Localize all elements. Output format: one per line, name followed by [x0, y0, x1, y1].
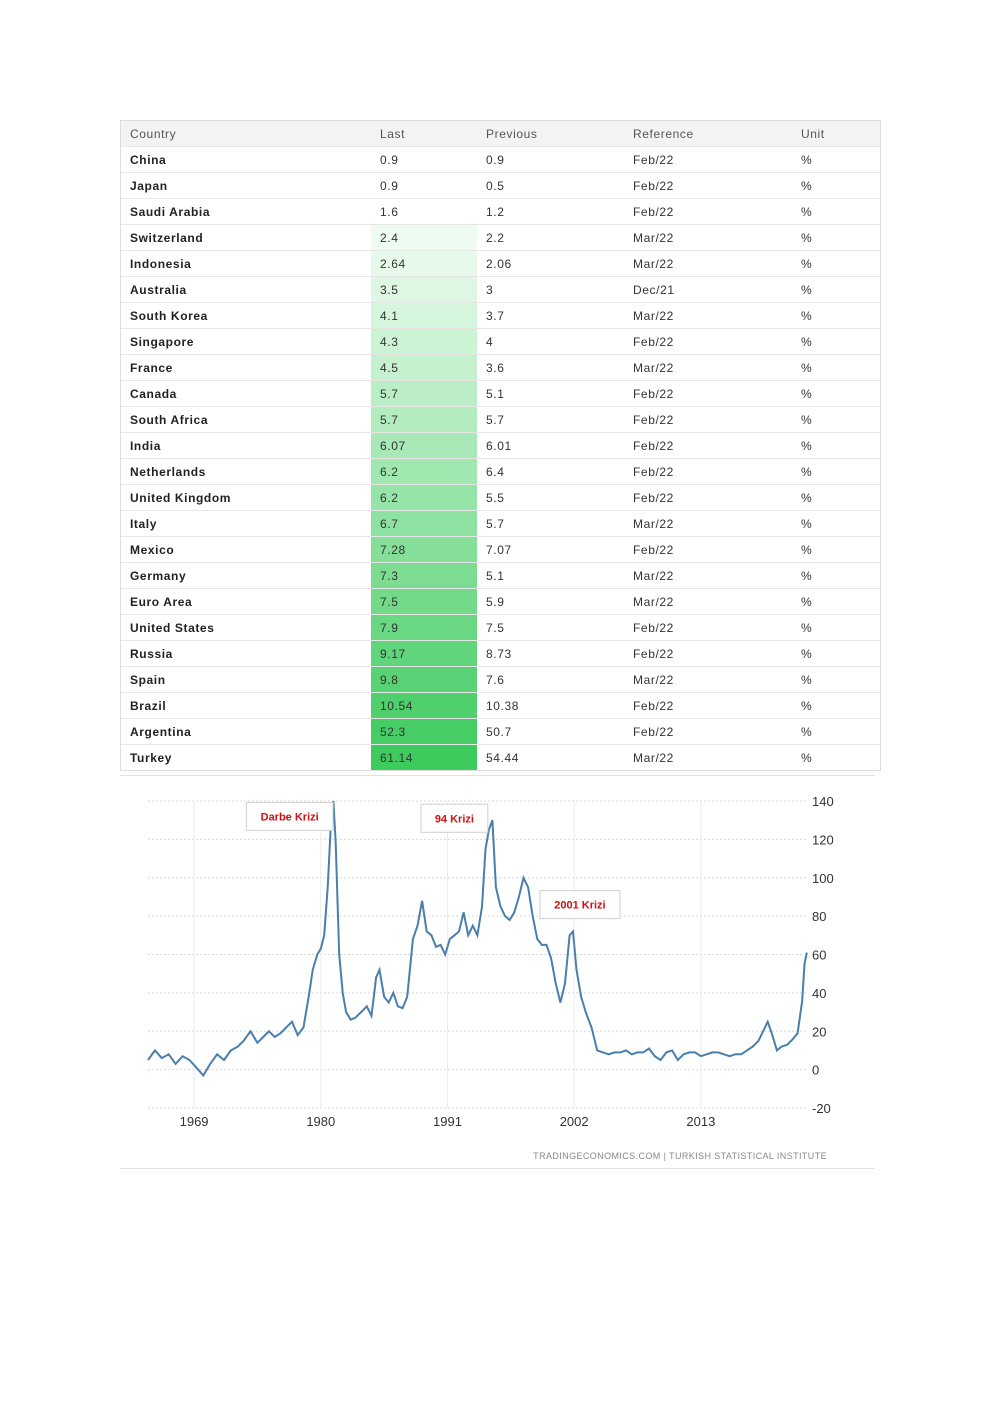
y-tick-label: -20: [812, 1101, 831, 1116]
cell-last: 0.9: [371, 173, 477, 199]
cell-previous: 2.06: [477, 251, 624, 277]
cell-reference: Feb/22: [624, 485, 792, 511]
cell-previous: 5.9: [477, 589, 624, 615]
cell-last: 4.5: [371, 355, 477, 381]
cell-unit: %: [792, 459, 880, 485]
header-previous[interactable]: Previous: [477, 121, 624, 147]
cell-last: 7.28: [371, 537, 477, 563]
table-row[interactable]: [121, 173, 880, 199]
table-row[interactable]: [121, 537, 880, 563]
cell-last: 2.64: [371, 251, 477, 277]
table-row[interactable]: [121, 459, 880, 485]
x-tick-label: 1991: [433, 1114, 462, 1129]
annotation-box: [421, 804, 488, 832]
table-row[interactable]: [121, 589, 880, 615]
x-axis-ticks: [180, 1114, 716, 1129]
cell-unit: %: [792, 511, 880, 537]
table-row[interactable]: [121, 719, 880, 745]
cell-previous: 5.5: [477, 485, 624, 511]
cell-country[interactable]: Italy: [121, 511, 371, 537]
cell-country[interactable]: Saudi Arabia: [121, 199, 371, 225]
table-header-row: [121, 121, 880, 147]
cell-previous: 5.1: [477, 563, 624, 589]
inflation-table-container: [120, 120, 881, 771]
cell-country[interactable]: Canada: [121, 381, 371, 407]
x-tick-label: 1969: [179, 1114, 209, 1129]
y-tick-label: 80: [812, 909, 827, 925]
cell-unit: %: [792, 433, 880, 459]
table-row[interactable]: [121, 433, 880, 459]
cell-reference: Mar/22: [624, 303, 792, 329]
cell-reference: Dec/21: [624, 277, 792, 303]
y-tick-label: 20: [812, 1024, 827, 1040]
header-last[interactable]: Last: [371, 121, 477, 147]
header-unit[interactable]: Unit: [792, 121, 880, 147]
cell-previous: 4: [477, 329, 624, 355]
cell-previous: 8.73: [477, 641, 624, 667]
cell-reference: Mar/22: [624, 589, 792, 615]
cell-country[interactable]: Euro Area: [121, 589, 371, 615]
table-row[interactable]: [121, 511, 880, 537]
cell-last: 52.3: [371, 719, 477, 745]
cell-unit: %: [792, 277, 880, 303]
cell-unit: %: [792, 199, 880, 225]
cell-reference: Feb/22: [624, 537, 792, 563]
cell-country[interactable]: Spain: [121, 667, 371, 693]
y-tick-label: 40: [812, 985, 827, 1001]
cell-last: 4.1: [371, 303, 477, 329]
cell-unit: %: [792, 381, 880, 407]
table-row[interactable]: [121, 147, 880, 173]
cell-country[interactable]: Japan: [121, 173, 371, 199]
y-tick-label: 120: [812, 832, 834, 848]
cell-country[interactable]: Russia: [121, 641, 371, 667]
cell-unit: %: [792, 147, 880, 173]
x-tick-label: 2002: [559, 1114, 589, 1129]
cell-last: 7.9: [371, 615, 477, 641]
cell-last: 9.8: [371, 667, 477, 693]
series-line: [148, 801, 807, 1075]
cell-unit: %: [792, 667, 880, 693]
cell-reference: Feb/22: [624, 147, 792, 173]
cell-previous: 54.44: [486, 750, 520, 765]
cell-reference: Feb/22: [624, 615, 792, 641]
cell-unit: %: [792, 225, 880, 251]
table-row[interactable]: [121, 693, 880, 719]
table-row[interactable]: [121, 329, 880, 355]
cell-country[interactable]: United Kingdom: [121, 485, 371, 511]
cell-country[interactable]: Switzerland: [121, 225, 371, 251]
cell-country[interactable]: Brazil: [121, 693, 371, 719]
x-tick-label: 1980: [306, 1114, 336, 1129]
cell-country[interactable]: United States: [121, 615, 371, 641]
cell-country[interactable]: Singapore: [121, 329, 371, 355]
table-row[interactable]: [121, 745, 880, 771]
cell-last: 6.2: [371, 459, 477, 485]
cell-reference: Feb/22: [624, 381, 792, 407]
cell-previous: 5.7: [477, 511, 624, 537]
cell-reference: Feb/22: [624, 173, 792, 199]
chart-container: [120, 775, 875, 1169]
chart-annotations: [246, 802, 620, 918]
cell-last: 10.54: [371, 693, 477, 719]
table-row[interactable]: [121, 225, 880, 251]
cell-reference: Feb/22: [624, 693, 792, 719]
table-row[interactable]: [121, 381, 880, 407]
x-tick-label: 2013: [686, 1114, 716, 1129]
y-axis-ticks: [812, 794, 834, 1116]
annotation-box: [246, 802, 333, 830]
cell-country[interactable]: Indonesia: [121, 251, 371, 277]
table-row[interactable]: [121, 407, 880, 433]
header-reference[interactable]: Reference: [624, 121, 792, 147]
y-tick-label: 100: [812, 870, 834, 886]
table-row[interactable]: [121, 485, 880, 511]
cell-unit: %: [792, 693, 880, 719]
cell-last: 4.3: [371, 329, 477, 355]
table-row[interactable]: [121, 277, 880, 303]
cell-reference: Feb/22: [624, 329, 792, 355]
cell-reference: Feb/22: [624, 433, 792, 459]
cell-previous: 50.7: [477, 719, 624, 745]
cell-country[interactable]: Australia: [121, 277, 371, 303]
cell-country[interactable]: China: [121, 147, 371, 173]
cell-last: 6.2: [371, 485, 477, 511]
cell-reference: Mar/22: [624, 225, 792, 251]
cell-previous: 5.7: [477, 407, 624, 433]
cell-unit: %: [792, 641, 880, 667]
cell-last: 1.6: [371, 199, 477, 225]
cell-unit: %: [801, 750, 813, 765]
table-row[interactable]: [121, 303, 880, 329]
cell-last: 9.17: [371, 641, 477, 667]
cell-reference: Feb/22: [624, 407, 792, 433]
inflation-table: [121, 121, 880, 770]
cell-last: 3.5: [371, 277, 477, 303]
cell-reference: Feb/22: [624, 199, 792, 225]
cell-previous: 0.5: [477, 173, 624, 199]
cell-last: 7.3: [371, 563, 477, 589]
cell-country[interactable]: Argentina: [121, 719, 371, 745]
annotation-label: Darbe Krizi: [260, 811, 319, 824]
cell-unit: %: [792, 537, 880, 563]
annotation-box: [540, 891, 620, 919]
cell-previous: 7.6: [477, 667, 624, 693]
cell-country[interactable]: South Korea: [121, 303, 371, 329]
cell-country[interactable]: France: [121, 355, 371, 381]
table-row[interactable]: [121, 355, 880, 381]
cell-country[interactable]: Germany: [121, 563, 371, 589]
cell-previous: 3.7: [477, 303, 624, 329]
cell-previous: 10.38: [477, 693, 624, 719]
cell-reference: Mar/22: [624, 251, 792, 277]
table-row[interactable]: [121, 199, 880, 225]
cell-previous: 3: [477, 277, 624, 303]
cell-last: 2.4: [371, 225, 477, 251]
cell-country[interactable]: South Africa: [121, 407, 371, 433]
cell-unit: %: [792, 251, 880, 277]
cell-reference: Feb/22: [624, 459, 792, 485]
cell-unit: %: [792, 485, 880, 511]
cell-reference: Mar/22: [624, 355, 792, 381]
cell-unit: %: [792, 563, 880, 589]
cell-last: 6.7: [371, 511, 477, 537]
cell-unit: %: [792, 173, 880, 199]
cell-last: 6.07: [371, 433, 477, 459]
y-tick-label: 0: [812, 1062, 820, 1078]
annotation-label: 2001 Krizi: [554, 899, 606, 912]
cell-previous: 6.4: [477, 459, 624, 485]
cell-last: 0.9: [371, 147, 477, 173]
y-tick-label: 140: [812, 794, 834, 809]
table-row[interactable]: [121, 251, 880, 277]
cell-last: 5.7: [371, 407, 477, 433]
cell-reference: Feb/22: [624, 719, 792, 745]
table-row[interactable]: [121, 667, 880, 693]
annotation-label: 94 Krizi: [434, 813, 474, 826]
cell-country[interactable]: Turkey: [130, 750, 173, 765]
inflation-line-chart: [120, 776, 875, 1168]
cell-unit: %: [792, 615, 880, 641]
cell-unit: %: [792, 407, 880, 433]
cell-country[interactable]: India: [121, 433, 371, 459]
table-row[interactable]: [121, 563, 880, 589]
cell-previous: 7.07: [477, 537, 624, 563]
cell-reference: Mar/22: [633, 750, 674, 765]
table-body: [121, 147, 880, 771]
cell-reference: Mar/22: [624, 563, 792, 589]
cell-last: 5.7: [371, 381, 477, 407]
cell-reference: Mar/22: [624, 667, 792, 693]
cell-previous: 0.9: [477, 147, 624, 173]
table-row[interactable]: [121, 615, 880, 641]
chart-source: TRADINGECONOMICS.COM | TURKISH STATISTICAL INSTITUTE: [533, 1151, 827, 1161]
cell-country[interactable]: Mexico: [121, 537, 371, 563]
cell-unit: %: [792, 303, 880, 329]
cell-previous: 3.6: [477, 355, 624, 381]
cell-previous: 7.5: [477, 615, 624, 641]
cell-last: 7.5: [371, 589, 477, 615]
cell-previous: 1.2: [477, 199, 624, 225]
cell-unit: %: [792, 719, 880, 745]
cell-previous: 2.2: [477, 225, 624, 251]
cell-unit: %: [792, 355, 880, 381]
cell-reference: Mar/22: [624, 511, 792, 537]
cell-last: 61.14: [371, 745, 477, 771]
table-row[interactable]: [121, 641, 880, 667]
cell-reference: Feb/22: [624, 641, 792, 667]
chart-grid: [148, 801, 808, 1108]
cell-unit: %: [792, 589, 880, 615]
y-tick-label: 60: [812, 947, 827, 963]
cell-country[interactable]: Netherlands: [121, 459, 371, 485]
header-country[interactable]: Country: [121, 121, 371, 147]
cell-previous: 5.1: [477, 381, 624, 407]
cell-unit: %: [792, 329, 880, 355]
cell-previous: 6.01: [477, 433, 624, 459]
